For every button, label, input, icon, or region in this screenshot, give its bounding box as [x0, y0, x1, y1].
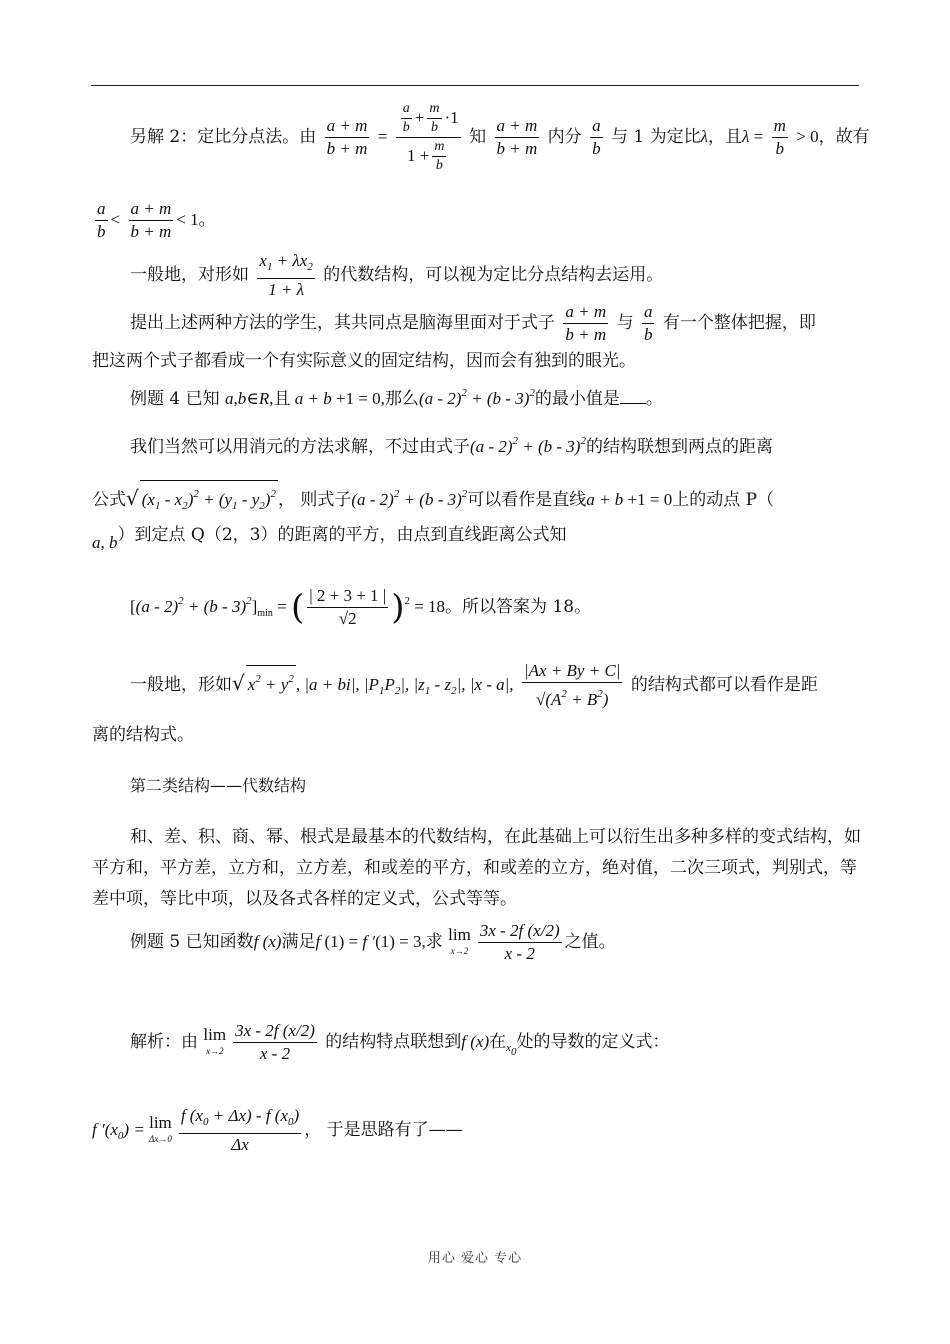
sol-a: 解析：由: [130, 1032, 198, 1052]
alt2-inner: 内分: [547, 127, 582, 147]
formula-line: 公式√ $(x_1 - x_2)^2 + (y_1 - y_2)^2$ ， 则式子(a - 2)$^2$ + (b - 3)$^2$可以看作是直线a + b +1 = 0上的动点 P（: [92, 480, 774, 519]
ex5-c: 求: [425, 932, 443, 952]
lim-symbol-2: lim x→2: [203, 1024, 227, 1056]
ex5-a: 例题 5 已知函数: [130, 932, 254, 952]
fraction-am-bm-3: $\frac{a + m}{b + m}$: [130, 199, 172, 241]
fraction-am-bm-2: $\frac{a + m}{b + m}$: [496, 116, 538, 158]
alt2-know: 知: [469, 127, 487, 147]
general-2-line: 一般地，形如√ $x^2 + y^2$ , |a + bi|, $|P_1P_2|$, $|z_1 - z_2|$, |x - a|, $\frac{|Ax + By + C|}{√(A^2 + B^2)}$ 的结构式都可以看作是距: [130, 661, 818, 709]
fraction-sol: $\frac{3x - 2f (x/2)}{x - 2}$: [235, 1021, 315, 1063]
fraction-compound: $\frac{a}{b}$ + $\frac{m}{b}$ ·1 1 + $\frac{m}{b}$: [396, 100, 461, 175]
propose-a: 提出上述两种方法的学生，其共同点是脑海里面对于式子: [130, 313, 555, 333]
ex4-d: 的最小值是: [534, 389, 620, 409]
fraction-distance: $\frac{| 2 + 3 + 1 |}{√2}$: [309, 586, 387, 628]
alt2-therefore: ，故有: [818, 127, 870, 147]
alt2-ratio: 与 1 为定比: [610, 127, 701, 147]
min-answer-line: $[(a - 2)^2 + (b - 3)^2]_{min}$ = ( $\frac{| 2 + 3 + 1 |}{√2}$ )$^2$ = 18。所以答案为 18。: [130, 586, 592, 628]
inequality-line: $\frac{a}{b}$ < $\frac{a + m}{b + m}$ < 1。: [97, 199, 216, 241]
section-heading: [130, 773, 306, 799]
lim-symbol-3: lim Δx→0: [149, 1112, 172, 1144]
fraction-section-formula: $\frac{x_1 + \lambda x_2}{1 + \lambda}$: [259, 251, 313, 299]
solution-line: 解析：由 lim x→2 $\frac{3x - 2f (x/2)}{x - 2}$ 的结构特点联想到f (x)在$_{x0}$处的导数的定义式：: [130, 1021, 670, 1063]
propose-d: 把这两个式子都看成一个有实际意义的固定结构，因而会有独到的眼光。: [92, 351, 636, 371]
section2: 第二类结构——代数结构: [130, 776, 307, 795]
fraction-am-bm: $\frac{a + m}{b + m}$: [326, 116, 368, 158]
alt2-prefix: 另解 2：定比分点法。由: [130, 127, 317, 147]
fraction-m-b: $\frac{m}{b}$: [773, 116, 786, 158]
fraction-point-line-distance: $\frac{|Ax + By + C|}{√(A^2 + B^2)}$: [523, 661, 621, 709]
fraction-derivative: $\frac{f (x_0 + \Delta x) - f (x_0)}{\Delta x}$: [180, 1106, 300, 1154]
fraction-a-b-3: $\frac{a}{b}$: [643, 302, 653, 344]
general2-a: 一般地，形如: [130, 675, 232, 695]
alt-solution-2-line: 另解 2：定比分点法。由 $\frac{a + m}{b + m}$ = $\frac{a}{b}$ + $\frac{m}{b}$ ·1 1 + $\frac{m}{b}$ 知 $\frac{a + m}{b + m}$ 内分 $\frac{a}{b}$ 与 1 为定比λ，且λ = $\frac{m}{b}$ > 0，故有: [130, 101, 870, 173]
point-b: ）到定点 Q（2，3）的距离的平方，由点到直线距离公式知: [117, 525, 567, 545]
general1-b: 的代数结构，可以视为定比分点结构去运用。: [323, 265, 664, 285]
general1-a: 一般地，对形如: [130, 265, 249, 285]
para-alg: 和、差、积、商、幂、根式是最基本的代数结构，在此基础上可以衍生出多种多样的变式结构，如平方和，平方差，立方和，立方差，和或差的平方，和或差的立方，绝对值，二次三项式，判别式，等差中项，等比中项，以及各式各样的定义式，公式等等。: [92, 827, 861, 909]
general2-b: 的结构式都可以看作是距: [630, 675, 818, 695]
header-rule: [91, 85, 859, 86]
formula-c: 可以看作是直线: [467, 490, 587, 510]
deriv-end: ， 于是思路有了——: [304, 1120, 463, 1140]
general-1-line: [130, 250, 663, 301]
example-5-line: 例题 5 已知函数f (x)满足f (1) = f ′(1) = 3,求 lim x→2 $\frac{3x - 2f (x/2)}{x - 2}$ 之值。: [130, 921, 616, 963]
propose-c: 有一个整体把握，即: [662, 313, 816, 333]
propose-b: 与: [616, 313, 634, 333]
ex4-e: 。: [645, 389, 663, 409]
formula-d: 上的动点 P（: [672, 490, 775, 510]
ex4-a: 例题 4 已知: [130, 389, 220, 409]
we-b: 的结构联想到两点的距离: [585, 437, 773, 457]
we-a: 我们当然可以用消元的方法求解，不过由式子: [130, 437, 470, 457]
page-footer: 用心 爱心 专心: [427, 1251, 523, 1266]
general-2-line-2: [92, 722, 194, 748]
ex5-b: 满足: [281, 932, 316, 952]
point-line: a, b）到定点 Q（2，3）的距离的平方，由点到直线距离公式知: [92, 525, 567, 552]
lim-symbol: lim x→2: [448, 924, 471, 956]
algebra-paragraph: [92, 822, 862, 915]
alt2-and: ，且: [707, 127, 742, 147]
derivative-line: f $'(x_0) = \lim$ Δx→0 $\frac{f (x_0 + \Delta x) - f (x_0)}{\Delta x}$ ， 于是思路有了——: [92, 1106, 463, 1154]
fraction-ex5: $\frac{3x - 2f (x/2)}{x - 2}$: [479, 921, 560, 963]
we-line: 我们当然可以用消元的方法求解，不过由式子(a - 2)$^2$ + (b - 3)$^2$的结构联想到两点的距离: [130, 435, 773, 457]
sol-c: 在: [489, 1032, 507, 1052]
ex4-c: 那么: [384, 389, 419, 409]
ex5-d: 之值。: [564, 932, 616, 952]
sol-d: 处的导数的定义式：: [516, 1032, 670, 1052]
alt2-end: 。: [198, 210, 216, 230]
sol-b: 的结构特点联想到: [325, 1032, 462, 1052]
fraction-am-bm-4: $\frac{a + m}{b + m}$: [565, 302, 607, 344]
formula-b: ， 则式子: [277, 490, 352, 510]
example-4-line: 例题 4 已知 a,b∈R,且 a + b +1 = 0,那么(a - 2)$^2$ + (b - 3)$^2$的最小值是 。: [130, 387, 663, 409]
answer-blank: [620, 389, 646, 404]
ex4-b: 且: [273, 389, 291, 409]
propose-line: [130, 301, 816, 346]
fraction-a-b: $\frac{a}{b}$: [592, 116, 601, 158]
propose-line-2: [92, 348, 636, 374]
formula-a: 公式: [92, 490, 126, 510]
answer-text: 。所以答案为 18。: [445, 597, 592, 617]
fraction-a-b-2: $\frac{a}{b}$: [97, 199, 106, 241]
general2-c: 离的结构式。: [92, 725, 194, 745]
